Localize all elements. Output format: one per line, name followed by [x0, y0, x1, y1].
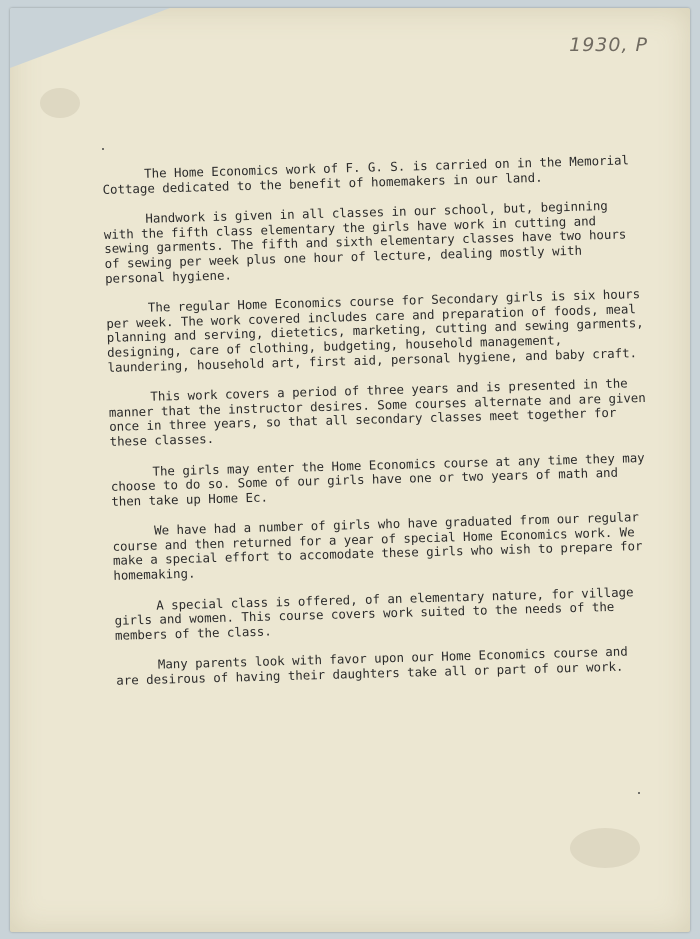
- paper-stain: [40, 88, 80, 118]
- paper-stain: [570, 828, 640, 868]
- paragraph: This work covers a period of three years and is presented in the manner that the instructor desires. Some courses alternate and are given once in three years, so that all secondary classes meet together for these classes.: [108, 375, 646, 449]
- handwritten-year-annotation: 1930, P: [569, 34, 648, 56]
- paragraph: Many parents look with favor upon our Home Economics course and are desirous of having their daughters take all or part of our work.: [116, 643, 628, 688]
- paragraph: We have had a number of girls who have graduated from our regular course and then returned for a year of special Home Economics work. We make a special effort to accomodate these girls who wish to prepare for homemaking.: [112, 509, 643, 583]
- paragraph: The Home Economics work of F. G. S. is carried on in the Memorial Cottage dedicated to the benefit of homemakers in our land.: [102, 152, 630, 197]
- torn-corner: [10, 8, 170, 68]
- paragraph: The girls may enter the Home Economics course at any time they may choose to do so. Some of our girls have one or two years of math and then take up Home Ec.: [110, 449, 645, 509]
- paragraph: Handwork is given in all classes in our school, but, beginning with the fifth class elementary the girls have work in cutting and sewing garments. The fifth and sixth elementary classes have two hours of sewing per week plus one hour of lecture, dealing mostly with personal hygiene.: [103, 198, 627, 286]
- document-page: [10, 8, 690, 932]
- paragraph: The regular Home Economics course for Secondary girls is six hours per week. The work covered includes care and preparation of foods, meal planning and serving, dietetics, marketing, cutting and sewing garments, designing, care of clothing, budgeting, household management, laundering, household art, first aid, personal hygiene, and baby craft.: [106, 286, 644, 375]
- ink-dot: [102, 148, 104, 150]
- ink-dot: [638, 792, 640, 794]
- paragraph: A special class is offered, of an elementary nature, for village girls and women. This course covers work suited to the needs of the members of the class.: [114, 583, 634, 643]
- typed-body-text: [102, 153, 657, 704]
